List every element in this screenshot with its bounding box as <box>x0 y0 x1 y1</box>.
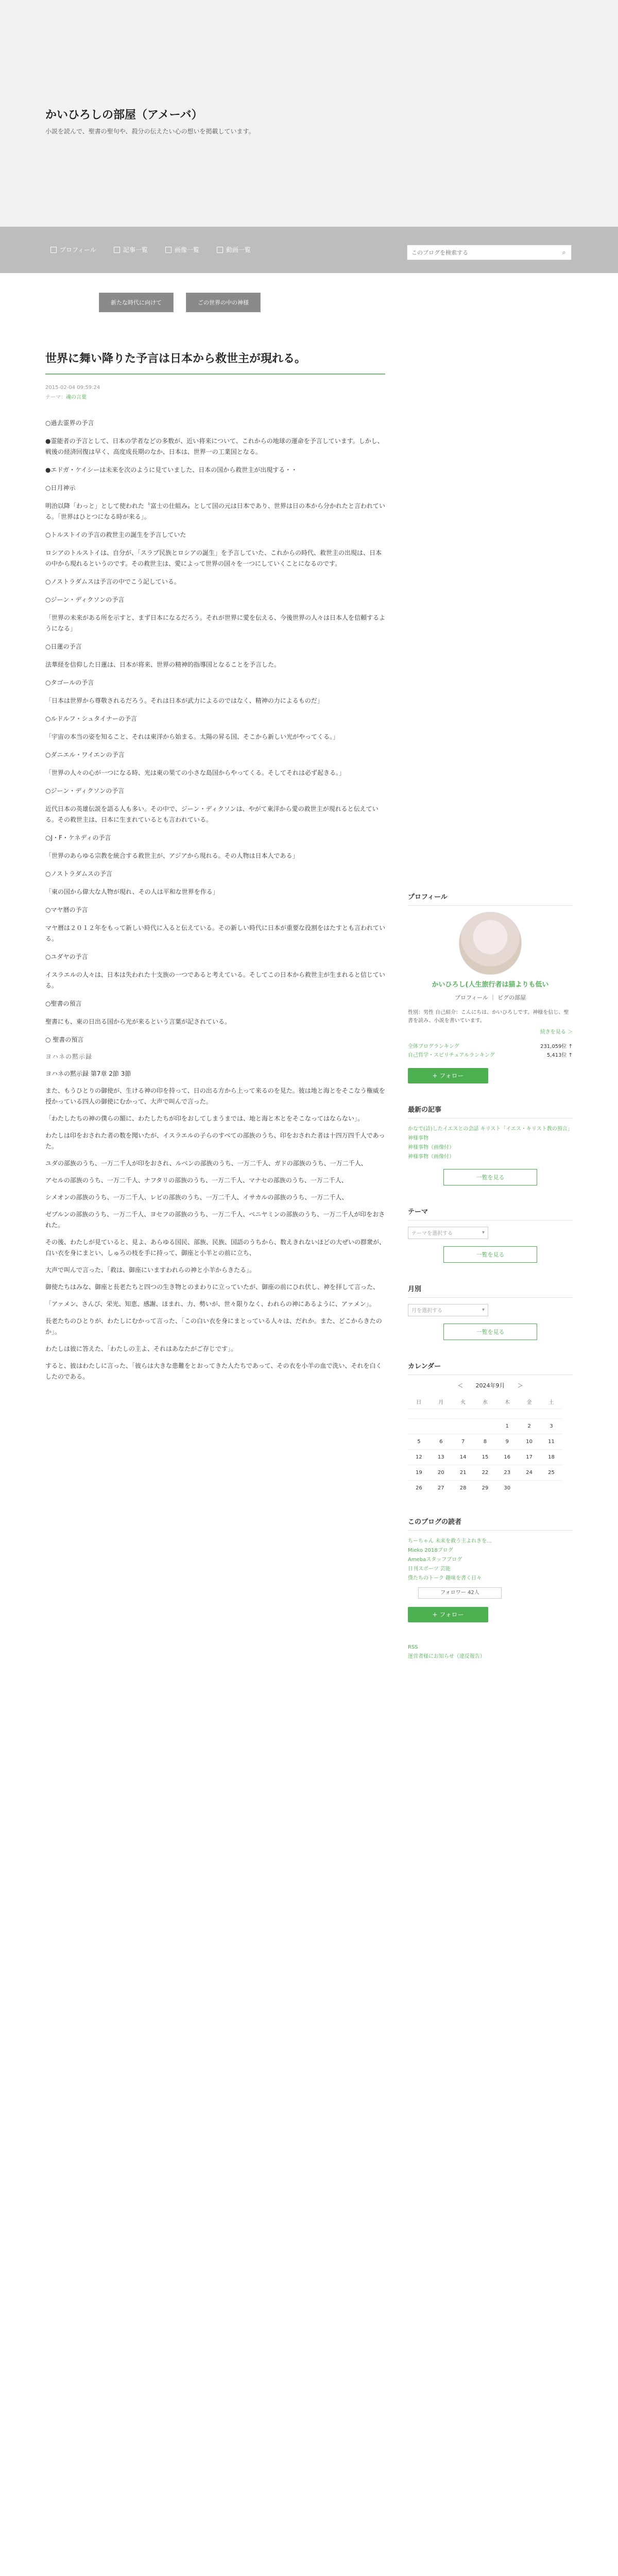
verse-block <box>45 1035 385 1382</box>
profile-bio: 性別：男性 自己紹介：こんにちは、かいひろしです。神様を信じ、聖書を読み、小説を書いています。 <box>408 1009 569 1024</box>
readers-follow-button[interactable]: + フォロー <box>408 1607 488 1622</box>
calendar-weekday: 月 <box>438 1399 444 1405</box>
recent-more-button[interactable]: 一覧を見る <box>443 1169 537 1185</box>
entry-paragraph: ○日月神示 <box>45 484 76 492</box>
entry-paragraph: ○ルドルフ・シュタイナーの予言 <box>45 715 137 722</box>
entry-paragraph: ○J・F・ケネディの予言 <box>45 834 111 841</box>
calendar-day[interactable]: 3 <box>540 1418 562 1434</box>
profile-name[interactable]: かいひろし(人生旅行者は猫よりも低い <box>432 981 549 989</box>
readers-list <box>408 1537 573 1583</box>
archive-more-button[interactable]: 一覧を見る <box>443 1324 537 1340</box>
calendar-nav <box>408 1381 573 1389</box>
entry-paragraph: イスラエルの人々は、日本は失われた十支族の一つであると考えている。そしてこの日本から救世主が生まれると信じている。 <box>45 971 385 989</box>
verse-line: 「わたしたちの神の僕らの額に、わたしたちが印をおしてしまうまでは、地と海と木とをそこなってはならない」。 <box>45 1114 364 1122</box>
profile-more-link[interactable]: 続きを見る ＞ <box>540 1029 573 1035</box>
calendar-day[interactable]: 17 <box>518 1449 540 1465</box>
nav-images[interactable] <box>160 242 204 257</box>
calendar-day[interactable]: 18 <box>540 1449 562 1465</box>
verse-line: 大声で叫んで言った、「救は、御座にいますわれらの神と小羊からきたる」。 <box>45 1266 256 1274</box>
calendar-day[interactable]: 1 <box>496 1418 518 1434</box>
calendar-day[interactable]: 26 <box>408 1480 430 1496</box>
entry-paragraph: ○ダニエル・ワイエンの予言 <box>45 751 125 758</box>
calendar-day[interactable]: 2 <box>518 1418 540 1434</box>
rank-label[interactable]: 自己哲学・スピリチュアルランキング <box>408 1052 495 1058</box>
calendar-weekday: 土 <box>548 1399 554 1405</box>
verse-line: わたしは彼に答えた、「わたしの主よ、それはあなたがご存じです」。 <box>45 1345 237 1352</box>
reader-link[interactable]: ちーちゃん 未来を救う主よれきを... <box>408 1538 492 1544</box>
entry-paragraph: ○ジーン・ディクソンの予言 <box>45 787 125 794</box>
verse-line: 長老たちのひとりが、わたしにむかって言った、「この白い衣を身にまとっている人々は、だれか。また、どこからきたのか」。 <box>45 1317 382 1335</box>
follow-button[interactable]: + フォロー <box>408 1068 488 1083</box>
calendar-weekday: 火 <box>460 1399 466 1405</box>
calendar-day[interactable]: 29 <box>474 1480 496 1496</box>
entry-paragraph: 「世界のあらゆる宗教を統合する救世主が、アジアから現れる。その人物は日本人である」 <box>45 852 299 859</box>
profile-heading: プロフィール <box>408 891 573 906</box>
calendar-day[interactable]: 28 <box>452 1480 474 1496</box>
calendar-day[interactable]: 10 <box>518 1434 540 1449</box>
calendar-day[interactable]: 14 <box>452 1449 474 1465</box>
theme-select[interactable] <box>408 1227 488 1239</box>
chevron-down-icon: ▾ <box>482 1307 485 1313</box>
calendar-day[interactable]: 12 <box>408 1449 430 1465</box>
rank-value: 231,059位 ↑ <box>540 1043 573 1049</box>
verse-line: また、もうひとりの御使が、生ける神の印を持って、日の出る方から上って来るのを見た。彼は地と海とをそこなう権威を授かっている四人の御使にむかって、大声で叫んで言った。 <box>45 1087 385 1105</box>
verse-line: ヨハネの黙示録 第7章 2節 3節 <box>45 1070 131 1077</box>
calendar-day[interactable] <box>430 1418 452 1434</box>
verse-line: すると、彼はわたしに言った、「彼らは大きな患難をとおってきた人たちであって、その衣を小羊の血で洗い、それを白くしたのである。 <box>45 1362 382 1380</box>
calendar-day[interactable]: 22 <box>474 1465 496 1480</box>
entry-paragraph: ○ノストラダムスは予言の中でこう記している。 <box>45 578 180 585</box>
entry-paragraph: 「世界の人々の心が一つになる時、光は東の果ての小さな島国からやってくる。そしてそれは必ず起きる。」 <box>45 769 346 776</box>
entry-paragraph: ○日蓮の予言 <box>45 642 82 650</box>
report-link[interactable]: 運営者様にお知らせ（違反報告） <box>408 1653 485 1659</box>
entry-paragraph: 聖書にも、東の日出る国から光が来るという言葉が記されている。 <box>45 1018 231 1025</box>
calendar-prev-button[interactable]: ＜ <box>457 1382 464 1389</box>
entry-paragraph: 明治以降「わっと」として使われた〝富士の仕組み〟として国の元は日本であり、世界は日の本から分かれたと言われている。「世界はひとつになる時が来る」。 <box>45 502 385 520</box>
nav-videos[interactable] <box>212 242 256 257</box>
blog-header <box>0 0 618 227</box>
calendar-day[interactable]: 27 <box>430 1480 452 1496</box>
calendar-weekday: 金 <box>526 1399 532 1405</box>
calendar-table <box>408 1395 562 1496</box>
recent-entry-link[interactable]: かなで(詩)したイエスとの会話 キリスト「イエス・キリスト教の預言」 <box>408 1126 573 1132</box>
calendar-day[interactable] <box>518 1409 540 1418</box>
nav-entries[interactable] <box>109 242 153 257</box>
theme-select-label: テーマを選択する <box>411 1231 453 1236</box>
verse-line: ゼブルンの部族のうち、一万二千人、ヨセフの部族のうち、一万二千人、ベニヤミンの部族のうち、一万二千人が印をおされた。 <box>45 1210 385 1229</box>
theme-heading: テーマ <box>408 1206 573 1221</box>
calendar-day[interactable] <box>408 1409 430 1418</box>
archive-select[interactable] <box>408 1304 488 1316</box>
nav-label: 記事一覧 <box>123 246 148 253</box>
search-input[interactable] <box>407 245 557 260</box>
calendar-weekday: 木 <box>504 1399 510 1405</box>
verse-ref: ヨハネの黙示録 <box>45 1053 93 1060</box>
entry-paragraph: ○タゴールの予言 <box>45 679 94 686</box>
archive-section <box>408 1283 573 1340</box>
entry-paragraph: ○ユダヤの予言 <box>45 953 88 960</box>
calendar-day[interactable]: 24 <box>518 1465 540 1480</box>
calendar-day[interactable] <box>452 1418 474 1434</box>
blog-search <box>407 245 572 260</box>
profile-links[interactable]: プロフィール ｜ ピグの部屋 <box>455 994 526 1001</box>
verse-line: アセルの部族のうち、一万二千人、ナフタリの部族のうち、一万二千人、マナセの部族のうち、一万二千人、 <box>45 1176 348 1184</box>
entry-pager <box>99 293 385 312</box>
recent-entry-link[interactable]: 神様事物 <box>408 1135 428 1141</box>
calendar-day[interactable]: 21 <box>452 1465 474 1480</box>
theme-section <box>408 1206 573 1263</box>
entry-paragraph: ○聖書の預言 <box>45 999 82 1007</box>
calendar-day[interactable] <box>452 1409 474 1418</box>
entry-paragraph: 「東の国から偉大な人物が現れ、その人は平和な世界を作る」 <box>45 888 219 895</box>
nav-label: 動画一覧 <box>226 246 251 253</box>
nav-profile[interactable] <box>45 242 101 257</box>
calendar-heading: カレンダー <box>408 1361 573 1375</box>
entry-paragraph: ○ジーン・ディクソンの予言 <box>45 596 125 603</box>
search-icon[interactable]: ⌕ <box>562 248 566 257</box>
calendar-day[interactable]: 13 <box>430 1449 452 1465</box>
reader-count[interactable]: フォロワー 42人 <box>418 1587 502 1599</box>
entry-paragraph: ●霊能者の予言として、日本の学者などの多数が、近い将来について、これからの地球の運命を予言しています。しかし、戦後の経済回復は早く、高度成長期のなか、日本は、世界一の工業国となる。 <box>45 437 384 455</box>
verse-line: その後、わたしが見ていると、見よ、あらゆる国民、部族、民族、国語のうちから、数えきれないほどの大ぜいの群衆が、白い衣を身にまとい、しゅろの枝を手に持って、御座と小羊との前に立ち、 <box>45 1238 386 1257</box>
verse-line: 「アァメン、さんび、栄光、知恵、感謝、ほまれ、力、勢いが、世々限りなく、われらの神にあるように、アァメン」。 <box>45 1300 375 1308</box>
profile-card <box>408 891 573 1662</box>
verse-line: シメオンの部族のうち、一万二千人、レビの部族のうち、一万二千人、イサカルの部族のうち、一万二千人、 <box>45 1193 348 1201</box>
next-entry-button[interactable]: ごの世界の中の神様 <box>186 293 261 312</box>
chevron-down-icon: ▾ <box>482 1230 485 1235</box>
theme-more-button[interactable]: 一覧を見る <box>443 1246 537 1263</box>
content-area <box>0 273 618 2576</box>
entry-date: 2015-02-04 09:59:24 <box>45 384 100 391</box>
avatar[interactable] <box>459 912 522 975</box>
blog-description: 小説を読んで、聖書の聖句や、殺分の伝えたい心の想いを掲載しています。 <box>45 128 255 135</box>
entry-paragraph: 法華経を信仰した日蓮は、日本が将来、世界の精神的指導国となることを予言した。 <box>45 660 281 668</box>
rank-row <box>408 1042 573 1051</box>
rank-label[interactable]: 全体ブログランキング <box>408 1043 459 1049</box>
recent-entry-link[interactable]: 神様事物（画像付） <box>408 1144 454 1150</box>
calendar-weekday: 日 <box>416 1399 422 1405</box>
verse-line: ユダの部族のうち、一万二千人が印をおされ、ルベンの部族のうち、一万二千人、ガドの部族のうち、一万二千人、 <box>45 1159 367 1167</box>
calendar-day[interactable]: 20 <box>430 1465 452 1480</box>
recent-entries <box>408 1104 573 1185</box>
reader-link[interactable]: 僕たちのトーク 趣味を書く日々 <box>408 1575 482 1581</box>
calendar-next-button[interactable]: ＞ <box>517 1382 523 1389</box>
profile-icon <box>50 247 57 253</box>
footer-links <box>408 1643 573 1662</box>
calendar-day[interactable] <box>408 1418 430 1434</box>
calendar-day[interactable] <box>540 1409 562 1418</box>
calendar-day[interactable]: 6 <box>430 1434 452 1449</box>
calendar-day[interactable]: 19 <box>408 1465 430 1480</box>
main-column <box>45 283 385 1388</box>
archive-select-label: 月を選択する <box>411 1308 442 1314</box>
calendar-day[interactable]: 25 <box>540 1465 562 1480</box>
prev-entry-button[interactable]: 新たな時代に向けて <box>99 293 174 312</box>
nav-label: 画像一覧 <box>174 246 199 253</box>
reader-link[interactable]: 日刊スポーツ 芸能 <box>408 1566 451 1572</box>
blog-title[interactable]: かいひろしの部屋（アメーバ） <box>45 109 203 122</box>
calendar-day[interactable] <box>474 1409 496 1418</box>
entry-paragraph: ●エドガ・ケイシーは未来を次のように見ていました、日本の国から救世主が出現する・・ <box>45 466 298 473</box>
title-underline <box>45 374 385 375</box>
entry-paragraph: 「宇宙の本当の姿を知ること、それは東洋から始まる。太陽の昇る国、そこから新しい光がやってくる。」 <box>45 733 339 740</box>
rank-value: 5,413位 ↑ <box>546 1052 573 1058</box>
calendar-day[interactable]: 11 <box>540 1434 562 1449</box>
recent-heading: 最新の記事 <box>408 1104 573 1118</box>
calendar-section <box>408 1361 573 1496</box>
entry-paragraph: ○トルストイの予言の救世主の誕生を予言していた <box>45 531 186 538</box>
image-icon <box>165 247 171 253</box>
archive-heading: 月別 <box>408 1283 573 1298</box>
entry-paragraph: ○ノストラダムスの予言 <box>45 870 112 877</box>
verse-line: 御使たちはみな、御座と長老たちと四つの生き物とのまわりに立っていたが、御座の前にひれ伏し、神を拝して言った、 <box>45 1283 380 1291</box>
nav-label: プロフィール <box>60 246 96 253</box>
reader-link[interactable]: Amebaスタッフブログ <box>408 1556 462 1563</box>
entry-paragraph: ○マヤ暦の予言 <box>45 906 88 913</box>
entry-paragraph: マヤ暦は２０１２年をもって新しい時代に入ると伝えている。その新しい時代に日本が重要な役割をはたすとも言われている。 <box>45 924 386 942</box>
readers-section <box>408 1516 573 1622</box>
reader-link[interactable]: Mieko 2018ブログ <box>408 1547 453 1553</box>
calendar-day[interactable] <box>540 1480 562 1496</box>
entry-paragraph: ○過去霊界の予言 <box>45 419 94 427</box>
calendar-day[interactable] <box>474 1418 496 1434</box>
entry-paragraph: 近代日本の英雄伝説を語る人も多い。その中で、ジーン・ディクソンは、やがて東洋から愛の救世主が現れると伝えている。その救世主は、日本に生まれているとも言われている。 <box>45 805 379 823</box>
readers-heading: このブログの読者 <box>408 1516 573 1531</box>
rank-row <box>408 1051 573 1060</box>
entry-paragraph: 「日本は世界から尊敬されるだろう。それは日本が武力によるのではなく、精神の力によるものだ」 <box>45 697 323 704</box>
calendar-day[interactable] <box>496 1409 518 1418</box>
entry-title: 世界に舞い降りた予言は日本から救世主が現れる。 <box>45 352 306 365</box>
verse-line: わたしは印をおされた者の数を聞いたが、イスラエルの子らのすべての部族のうち、印をおされた者は十四万四千人であった。 <box>45 1131 385 1150</box>
verse-list <box>45 1069 385 1382</box>
recent-entry-link[interactable]: 神様事物（画像付） <box>408 1154 454 1160</box>
calendar-day[interactable]: 8 <box>474 1434 496 1449</box>
calendar-day[interactable]: 15 <box>474 1449 496 1465</box>
calendar-day[interactable]: 5 <box>408 1434 430 1449</box>
entry-theme <box>45 393 385 400</box>
calendar-day[interactable]: 23 <box>496 1465 518 1480</box>
rss-link[interactable]: RSS <box>408 1644 418 1650</box>
calendar-month: 2024年9月 <box>475 1382 505 1389</box>
calendar-day[interactable] <box>430 1409 452 1418</box>
video-icon <box>217 247 223 253</box>
calendar-day[interactable] <box>518 1480 540 1496</box>
entry-paragraph: 「世界の未来がある所を示すと、まず日本になるだろう。それが世界に愛を伝える、今後世界の人々は日本人を信頼するようになる」 <box>45 614 386 632</box>
theme-link[interactable]: 魂の言葉 <box>66 394 87 400</box>
entry-paragraph: ロシアのトルストイは、自分が、「スラブ民族とロシアの誕生」を予言していた、これからの時代、救世主の出現は、日本の中から現れるというのです。その救世主は、愛によって世界の国々を一つにしていくことになるのです。 <box>45 549 382 567</box>
entry-body <box>45 418 385 1027</box>
verse-title: ○ 聖書の預言 <box>45 1036 84 1043</box>
calendar-day[interactable]: 30 <box>496 1480 518 1496</box>
calendar-weekday: 水 <box>482 1399 488 1405</box>
list-icon <box>114 247 120 253</box>
recent-list <box>408 1125 573 1162</box>
calendar-day[interactable]: 7 <box>452 1434 474 1449</box>
theme-label: テーマ： <box>45 394 66 400</box>
calendar-day[interactable]: 9 <box>496 1434 518 1449</box>
calendar-day[interactable]: 16 <box>496 1449 518 1465</box>
